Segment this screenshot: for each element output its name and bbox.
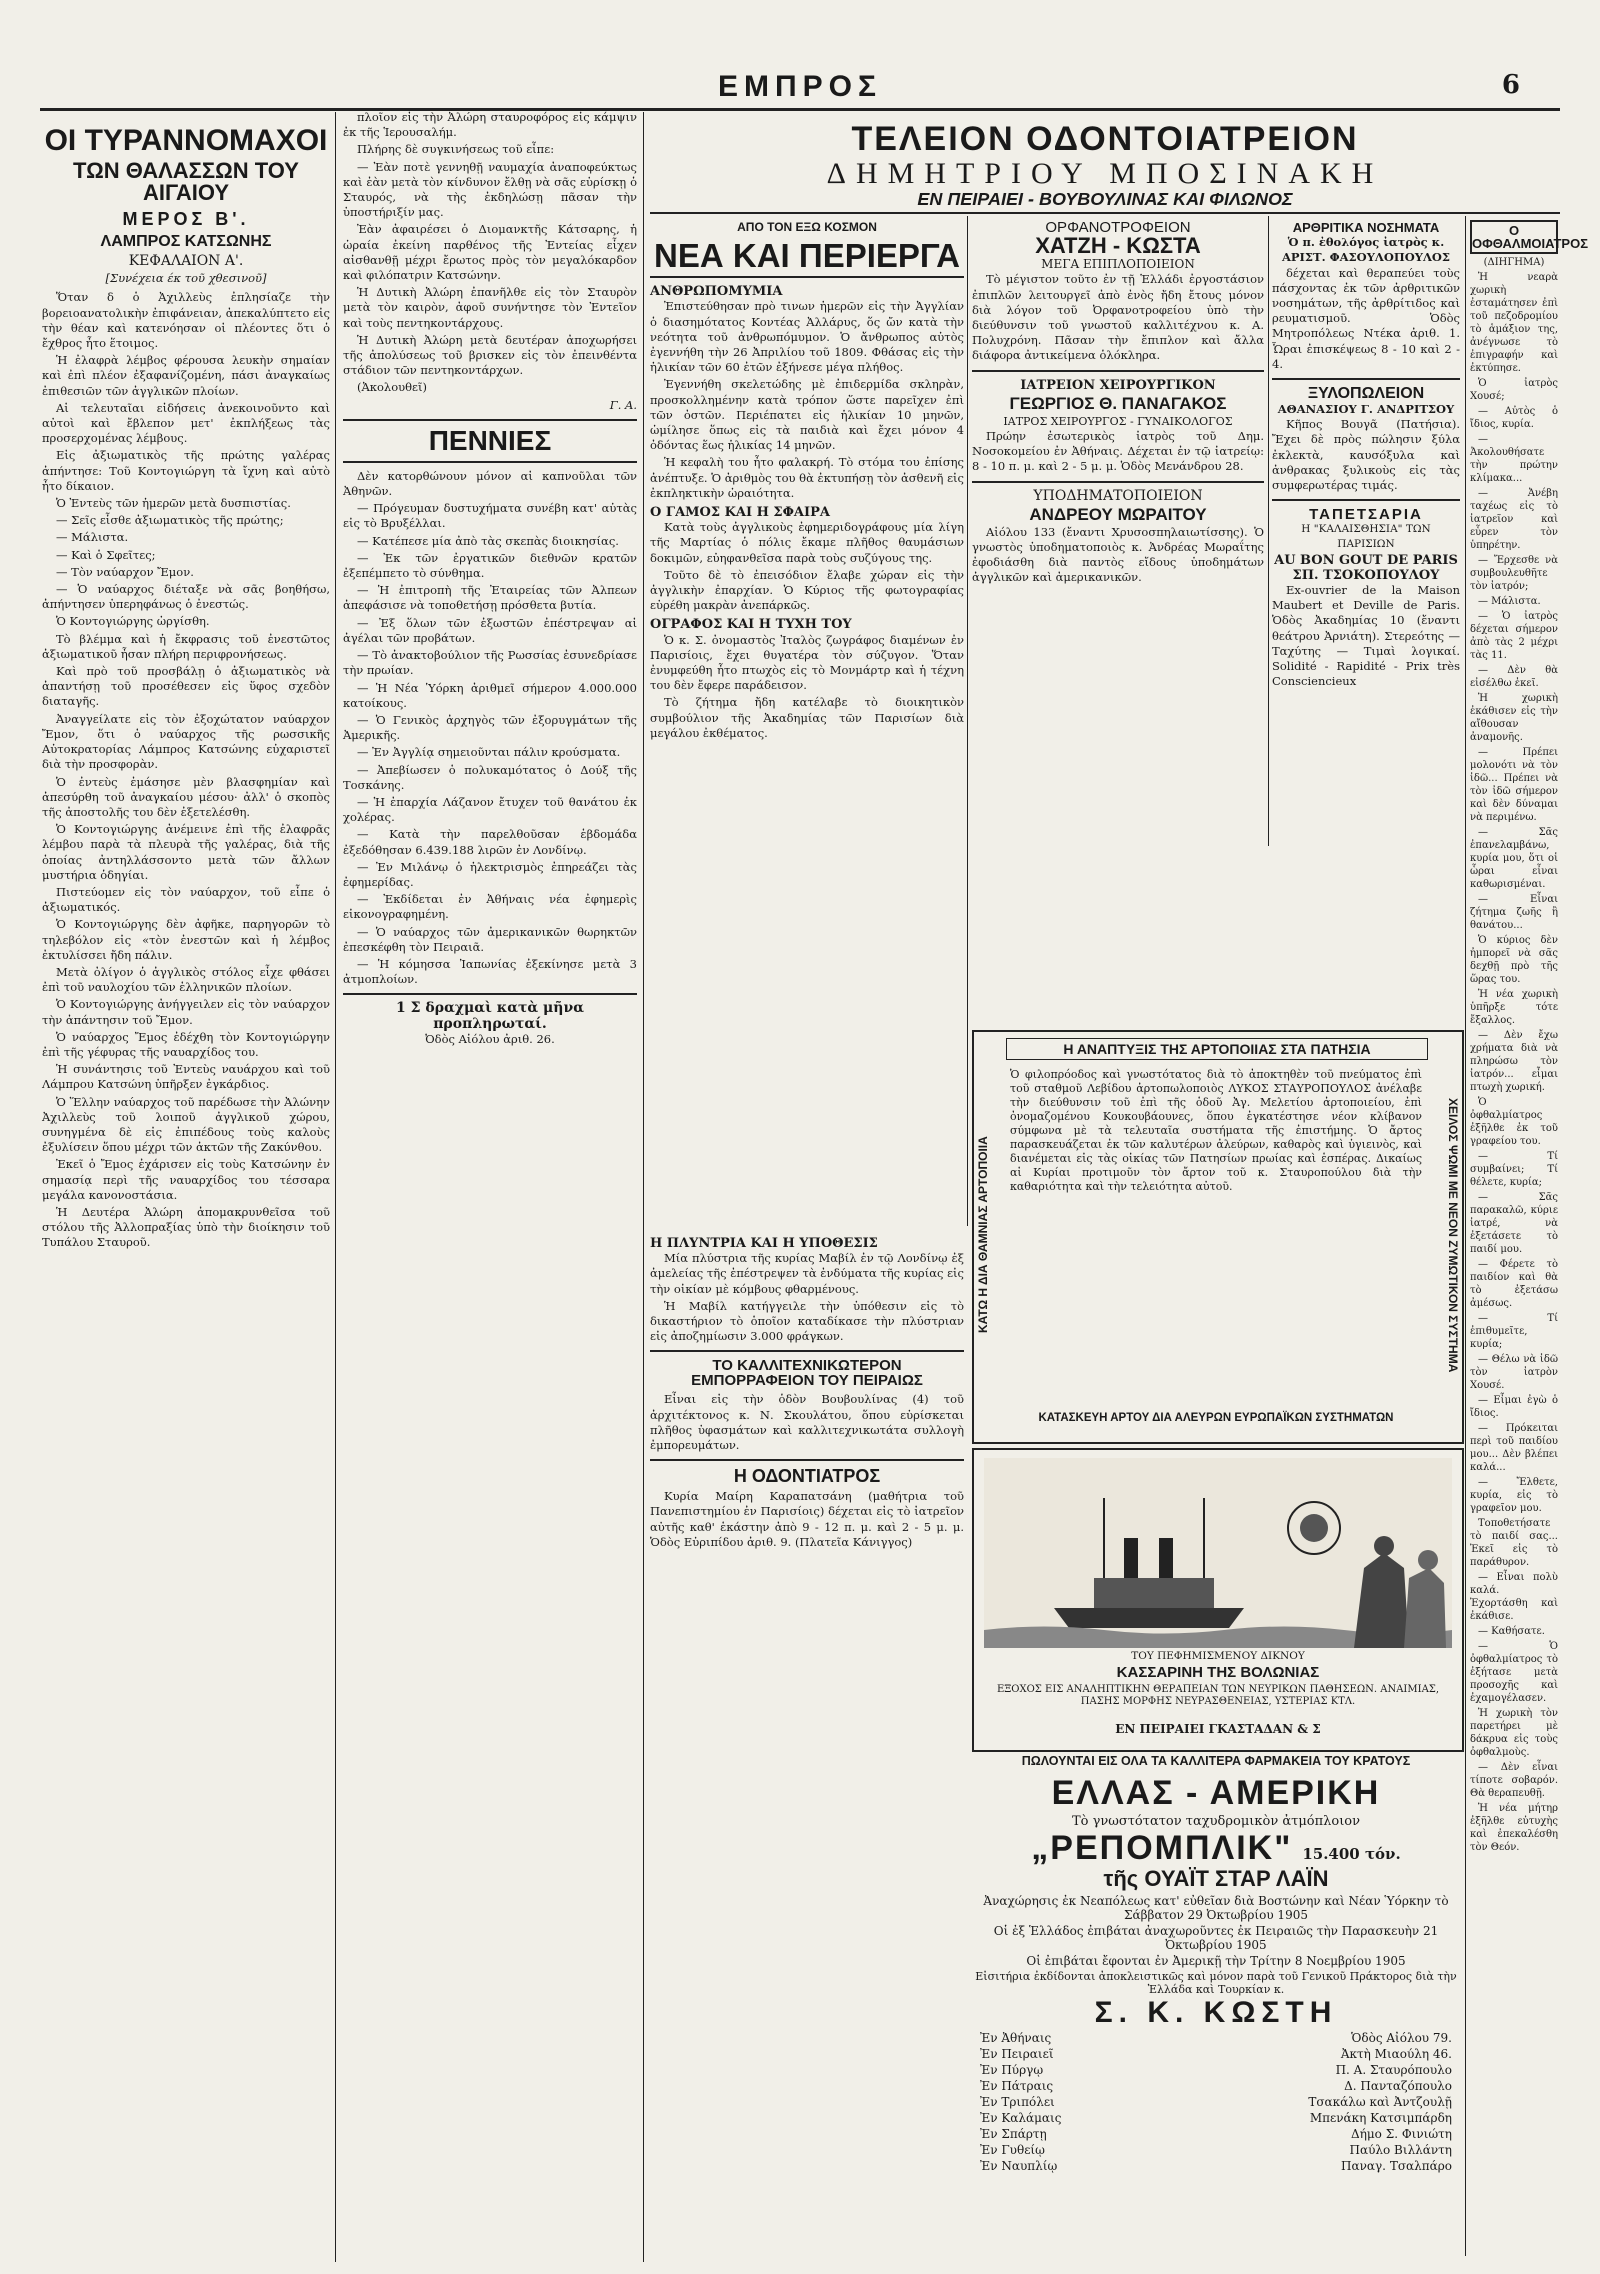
paragraph: — Καθήσατε. <box>1478 1626 1545 1637</box>
emblem-center-icon <box>1300 1514 1328 1542</box>
paragraph: — Κατέπεσε μία ἀπὸ τὰς σκεπὰς διοικησίας. <box>357 533 619 548</box>
bakery-side-left: ΚΑΤΩ Η ΔΙΑ ΘΑΜΝΙΑΣ ΑΡΤΟΠΟΙΙΑ <box>976 1136 990 1334</box>
article-signature: Γ. Α. <box>609 397 637 412</box>
shoemaker-name: ΑΝΔΡΕΟΥ ΜΩΡΑΙΤΟΥ <box>1029 504 1207 524</box>
paragraph: Ἡ νεαρὰ χωρικὴ ἐσταμάτησεν ἐπὶ τοῦ πεζοδρομίου τὸ ἁμάξιον της, ἀνέγνωσε τὸ ἐπιγραφήν καὶ ἐκτύπησε. <box>1470 272 1558 374</box>
paragraph: — Ἔλθετε, κυρία, εἰς τὸ γραφεῖον μου. <box>1470 1477 1558 1514</box>
section-title: ΟΓΡΑΦΟΣ ΚΑΙ Η ΤΥΧΗ ΤΟΥ <box>650 617 852 633</box>
agency-city: Ἐν Τριπόλει <box>980 2095 1055 2109</box>
orphanage-sub: ΜΕΓΑ ΕΠΙΠΛΟΠΟΙΕΙΟΝ <box>1041 257 1195 272</box>
paragraph: Πρώην ἐσωτερικὸς ἰατρὸς τοῦ Δημ. Νοσοκομείου ἐν Ἀθήναις. Δέχεται ἐν τῷ ἰατρείῳ: 8 - 10 π. μ. καὶ 2 - 5 μ. μ. Ὁδὸς Μενάνδρου 28. <box>972 429 1264 474</box>
dentist-title: ΤΕΛΕΙΟΝ ΟΔΟΝΤΟΙΑΤΡΕΙΟΝ <box>851 120 1359 158</box>
paragraph: — Πρόγευμαν δυστυχήματα συνέβη κατ' αὐτὰς εἰς τὸ Βρυξέλλαι. <box>343 501 637 531</box>
paragraph: Ὅταν δ ὁ Ἀχιλλεὺς ἐπλησίαζε τὴν βορειοανατολικὴν ἐπιφάνειαν, ἀπεκαλύπτετο εἰς τὴν θέαν καὶ κατενόησαν οἱ πλέοντες ὅτι ὁ ἔχθρος ἦτο ἕτοιμος. <box>42 290 330 351</box>
paragraph: — Ἐκδίδεται ἐν Ἀθήναις νέα ἐφημερὶς εἰκονογραφημένη. <box>343 892 637 922</box>
agency-city: Ἐν Ναυπλίῳ <box>980 2159 1058 2173</box>
paragraph: Ἡ Δυτικὴ Ἀλώρη μετὰ δευτέραν ἀποχωρήσει τῆς ἀπολύσεως τοῦ βρισκεν εἰς τὸν ἐπεινθέντα στάδιον τῶν πεντηκοντάρχων. <box>343 332 637 378</box>
paragraph: Ἡ Δυτικὴ Ἀλώρη ἐπανῆλθε εἰς τὸν Σταυρὸν μετὰ τὸν καιρὸν, ἀφοῦ συνήντησε τὸν Ἐντεῖον καὶ τοὺς πεντηκοντάρχους. <box>343 285 637 330</box>
column-news <box>650 220 964 1230</box>
paragraph: Μία πλύστρια τῆς κυρίας Μαβίλ ἐν τῷ Λονδίνῳ ἐξ ἀμελείας τῆς ἐπέστρεψεν τὰ ἐνδύματα τῆς κυρίας εἰς τὴν οἰκίαν μὲ κόμβους φθαρμένους. <box>650 1251 964 1296</box>
paragraph: — Σεῖς εἶσθε ἀξιωματικὸς τῆς πρώτης; <box>56 513 284 528</box>
paragraph: — Ὁ ναύαρχος διέταξε νὰ σᾶς βοηθήσω, ἀπήντησεν ὑπερηφάνως ὁ ἐνεστώς. <box>42 582 330 612</box>
paragraph: Ὁ κ. Σ. ὀνομαστὸς Ἰταλὸς ζωγράφος διαμένων ἐν Παρισίοις, ἔχει θυγατέρα τὸν σύζυγον. Ὅταν ἐνυμφεύθη ἦτο πτωχὸς εἰς τὸ Μονμάρτρ καὶ ἡ τέχνη του δὲν ἔφερε παράδεισον. <box>650 632 964 693</box>
paragraph: — Ἀπεβίωσεν ὁ πολυκαμότατος ὁ Δούξ τῆς Τοσκάνης. <box>343 762 637 792</box>
ship-deck-icon <box>1094 1578 1214 1608</box>
agency-city: Ἐν Πύργῳ <box>980 2063 1044 2077</box>
paragraph: Ἡ χωρικὴ ἐκάθισεν εἰς τὴν αἴθουσαν ἀναμονῆς. <box>1470 693 1558 743</box>
agency-agent: Μπενάκη Κατσιμπάρδη <box>1309 2111 1452 2125</box>
paragraph: — Καὶ ὁ Σφεῖτες; <box>56 547 156 562</box>
news-title: ΝΕΑ ΚΑΙ ΠΕΡΙΕΡΓΑ <box>650 239 964 278</box>
paragraph: δέχεται καὶ θεραπεύει τοὺς πάσχοντας ἐκ τῶν ἀρθριτικῶν νοσημάτων, τῆς ἀρθρίτιδος καὶ ρευματισμοῦ. Ὁδὸς Μητροπόλεως Ντέκα ἀριθ. 1. Ὧραι ἐπισκέψεως 8 - 10 καὶ 2 - 4. <box>1272 265 1460 371</box>
paragraph: — Τὸν ναύαρχον Ἔμον. <box>56 564 194 579</box>
bakery-text: Ὁ φιλοπρόοδος καὶ γνωστότατος διὰ τὸ ἀποκτηθὲν τοῦ πνεύματος ἐπὶ τοῦ σταθμοῦ Λεβίδου ἀρτοπωλοποιὸς ΛΥΚΟΣ ΣΤΑΥΡΟΠΟΥΛΟΣ ἀνέλαβε τὴν διεύθυνσιν τοῦ ἐπὶ τῆς ὁδοῦ Ἀγ. Μελετίου ἀρτοποιείου, ἐπὶ ὀνομαζομένου Κουκουβάουνες, ὅπου ἐγκατέστησε νέον κλίβανον σύμφωνα μὲ τὰ τελευταῖα συστήματα τῆς ἐπιστήμης. Ὁ ἄρτος παρασκευάζεται ἐκ τῶν καλυτέρων ἀλεύρων, καθαρὸς καὶ ὑγιεινὸς, καὶ διανέμεται εἰς τὰς οἰκίας τῶν Πατησίων πρωίας καὶ ἑσπέρας. Δικαίως αἱ Κυρίαι προτιμοῦν τὸν ἄρτον τοῦ κ. Σταυροπούλου διὰ τὴν καθαριότητα καὶ τὴν τελειότητα αὐτοῦ. <box>1010 1068 1422 1193</box>
ship-funnel-icon <box>1124 1538 1138 1578</box>
ship-from-greece: Οἱ ἐξ Ἑλλάδος ἐπιβάται ἀναχωροῦντες ἐκ Πειραιῶς τὴν Παρασκευὴν 21 Ὀκτωβρίου 1905 <box>993 1924 1439 1952</box>
upholstery-sub: Η "ΚΑΛΑΙΣΘΗΣΙΑ" ΤΩΝ ΠΑΡΙΣΙΩΝ <box>1301 523 1431 551</box>
ship-line: τῆς ΟΥΑΪΤ ΣΤΑΡ ΛΑΪΝ <box>1103 1866 1329 1891</box>
kassarini-ad <box>972 1448 1464 1752</box>
paragraph: — Ἡ Νέα Ὑόρκη ἀριθμεῖ σήμερον 4.000.000 κατοίκους. <box>343 680 637 710</box>
shipping-intro: Τὸ γνωστότατον ταχυδρομικὸν ἀτμόπλοιον <box>1071 1814 1361 1829</box>
column-divider <box>643 112 644 2262</box>
paragraph: Ὁ Κοντογιώργης ὡργίσθη. <box>56 614 210 629</box>
paragraph: — Ὁ ναύαρχος τῶν ἀμερικανικῶν θωρηκτῶν ἐπεσκέφθη τὸν Πειραιᾶ. <box>343 924 637 954</box>
woman-head-icon <box>1374 1536 1394 1556</box>
masthead-title: ΕΜΠΡΟΣ <box>717 70 882 103</box>
paragraph: — Ἀκολουθήσατε τὴν πρώτην κλίμακα... <box>1470 434 1558 484</box>
column-tyrannomachoi <box>42 110 330 2260</box>
paragraph: Ἀναγγείλατε εἰς τὸν ἐξοχώτατον ναύαρχον Ἔμον, ὅτι ὁ ναύαρχος τῆς ρωσσικῆς Αὐτοκρατορίας Λάμπρος Κατσώνης εὐχαριστεῖ διὰ τὴν προσφορὰν. <box>42 711 330 772</box>
paragraph: Κυρία Μαίρη Καραπατσάνη (μαθήτρια τοῦ Πανεπιστημίου ἐν Παρισίοις) δέχεται εἰς τὸ ἰατρεῖον αὐτῆς καθ' ἑκάστην ἀπὸ 9 - 12 π. μ. καὶ 2 - 5 μ. μ. Ὁδὸς Εὐριπίδου ἀριθ. 9. (Πλατεῖα Κάνιγγος) <box>650 1489 964 1549</box>
bakery-side-right: ΧΕΙΛΟΣ ΨΩΜΙ ΜΕ ΝΕΟΝ ΖΥΜΩΤΙΚΟΝ ΣΥΣΤΗΜΑ <box>1446 1097 1460 1373</box>
pennies-title: ΠΕΝΝΙΕΣ <box>428 424 552 456</box>
kassarini-caption: ΤΟΥ ΠΕΦΗΜΙΣΜΕΝΟΥ ΔΙΚΝΟΥ <box>1131 1650 1305 1662</box>
paragraph: — Τί ἐπιθυμεῖτε, κυρία; <box>1470 1313 1558 1350</box>
ship-illustration <box>984 1458 1452 1648</box>
paragraph: — Ἐξ ὅλων τῶν ἐξωστῶν ἐπέστρεψαν αἱ ἀγέλαι τῶν προβάτων. <box>343 615 637 645</box>
paragraph: Ἡ Δευτέρα Ἀλώρη ἀπομακρυνθεῖσα τοῦ στόλου τῆς Ἀλλοπραξίας ὑπὸ τὴν διοίκησιν τοῦ Τυπάλου Σταυροῦ. <box>42 1204 330 1250</box>
paragraph: — Τὸ ἀνακτοβούλιον τῆς Ρωσσίας ἐσυνεδρίασε τὴν πρωίαν. <box>343 648 637 678</box>
agency-row <box>980 2046 1452 2062</box>
agency-city: Ἐν Πάτραις <box>980 2079 1054 2093</box>
bakery-footer: ΚΑΤΑΣΚΕΥΗ ΑΡΤΟΥ ΔΙΑ ΑΛΕΥΡΩΝ ΕΥΡΩΠΑΪΚΩΝ ΣΥΣΤΗΜΑΤΩΝ <box>1038 1412 1394 1424</box>
paragraph: — Δὲν ἔχω χρήματα διὰ νὰ πληρώσω τὸν ἰατρόν... εἶμαι πτωχὴ χωρική. <box>1470 1030 1558 1093</box>
upholstery-name: AU BON GOUT DE PARIS <box>1274 552 1458 568</box>
column-story <box>1470 220 1588 2260</box>
paragraph: Ὁ Ἐντεὺς τῶν ἡμερῶν μετὰ δυσπιστίας. <box>56 496 291 511</box>
kassarini-brand: ΚΑΣΣΑΡΙΝΗ ΤΗΣ ΒΟΛΩΝΙΑΣ <box>1116 1664 1320 1681</box>
paragraph: Εἶναι εἰς τὴν ὁδὸν Βουβουλίνας (4) τοῦ ἀρχιτέκτονος κ. Ν. Σκουλάτου, ὅπου εὑρίσκεται πλῆθος ὑφασμάτων καὶ καλλιτεχνικωτάτα συλλογὴ ἐμπορευμάτων. <box>650 1392 964 1453</box>
article-subtitle: ΛΑΜΠΡΟΣ ΚΑΤΣΩΝΗΣ <box>100 233 272 250</box>
paragraph: — Πρόκειται περὶ τοῦ παιδίου μου... Δὲν βλέπει καλά... <box>1470 1423 1558 1473</box>
paragraph: — Θέλω νὰ ἰδῶ τὸν ἰατρὸν Χουσέ. <box>1470 1354 1558 1391</box>
column-divider <box>335 112 336 2262</box>
pharmacy-note: ΠΩΛΟΥΝΤΑΙ ΕΙΣ ΟΛΑ ΤΑ ΚΑΛΛΙΤΕΡΑ ΦΑΡΜΑΚΕΙΑ ΤΟΥ ΚΡΑΤΟΥΣ <box>1021 1754 1411 1768</box>
ship-tons: 15.400 τόν. <box>1302 1845 1401 1863</box>
paragraph: Αἱ τελευταῖαι εἰδήσεις ἀνεκοινοῦντο καὶ αὐτοὶ καὶ ἔβλεπον μετ' ἐκπλήξεως τὰς προσερχομένας λέμβους. <box>42 400 330 446</box>
paragraph: Τὸ μέγιστον τοῦτο ἐν τῇ Ἑλλάδι ἐργοστάσιον ἐπιπλῶν λειτουργεῖ ἀπὸ ἐνὸς ἤδη ἔτους μόνον διὰ λόγον τοῦ Ὀρφανοτροφείου ὑπὸ τὴν διεύθυνσιν τοῦ γνωστοῦ καλλιτέχνου κ. Α. Πολυχρόνη. Πᾶσαν τὴν ἔπιπλον καὶ ἄλλα διάφορα ἀντικείμενα ὁλόκληρα. <box>972 272 1264 363</box>
agency-agent: Π. Α. Σταυρόπουλο <box>1335 2063 1452 2077</box>
paragraph: — Ἀνέβη ταχέως εἰς τὸ ἰατρεῖον καὶ εὗρεν τὸν ὑπηρέτην. <box>1470 488 1558 551</box>
paragraph: Ἡ συνάντησις τοῦ Ἐντεὺς ναυάρχου καὶ τοῦ Λάμπρου Κατσώνη ὑπῆρξεν ἐγκάρδιος. <box>42 1062 330 1092</box>
agency-agent: Δ. Πανταζόπουλο <box>1344 2079 1452 2093</box>
dentist2-title: Η ΟΔΟΝΤΙΑΤΡΟΣ <box>733 1466 881 1487</box>
paragraph: Ἡ νέα μήτηρ ἐξῆλθε εὐτυχὴς καὶ ἐπεκαλέσθη τὸν Θεόν. <box>1470 1803 1558 1853</box>
paragraph: — Εἶμαι ἐγὼ ὁ ἴδιος. <box>1470 1395 1558 1419</box>
paragraph: Εἰς ἀξιωματικὸς τῆς πρώτης γαλέρας ἀπήντησε: Τοῦ Κοντογιώργη τὰ ἴχνη καὶ αὐτὸ ἦτο δίκαιον. <box>42 448 330 493</box>
paragraph: Ἡ χωρικὴ τὸν παρετήρει μὲ δάκρυα εἰς τοὺς ὀφθαλμοὺς. <box>1470 1708 1558 1758</box>
paragraph: — Εἶναι πολὺ καλά. Ἐχορτάσθη καὶ ἐκάθισε. <box>1470 1572 1558 1622</box>
paragraph: — Ὁ ἰατρὸς δέχεται σήμερον ἀπὸ τὰς 2 μέχρι τὰς 11. <box>1470 611 1558 661</box>
paragraph: — Ἐὰν ποτὲ γεννηθῇ ναυμαχία ἀναποφεύκτως καὶ ἐὰν μετὰ τὸν κίνδυνον ἔλθῃ νὰ σᾶς εὑρίσκῃ ὁ Σταυρός, νὰ τὴς ἐκδηλώσῃ πᾶσαν τὴν ὑποστήριξίν μας. <box>343 159 637 220</box>
paragraph: Κῆπος Βουγᾶ (Πατήσια). Ἔχει δὲ πρὸς πώλησιν ξύλα ἐκλεκτὰ, καυσόξυλα καὶ ἀνθρακας ξυλικοὺς εἰς τὰς συμφερωτέρας τιμάς. <box>1272 417 1460 493</box>
upholstery-owner: ΣΠ. ΤΣΟΚΟΠΟΥΛΟΥ <box>1292 567 1440 583</box>
paragraph: — Σᾶς παρακαλῶ, κύριε ἰατρέ, νὰ ἐξετάσετε τὸ παιδί μου. <box>1470 1192 1558 1255</box>
agency-agent: Ὁδὸς Αἰόλου 79. <box>1351 2031 1452 2045</box>
agency-agent: Παύλο Βιλλάντη <box>1349 2143 1452 2157</box>
ship-route: Ἀναχώρησις ἐκ Νεαπόλεως κατ' εὐθεῖαν διὰ Βοστώνην καὶ Νέαν Ὑόρκην τὸ Σάββατον 29 Ὀκτωβρίου 1905 <box>983 1894 1449 1922</box>
paragraph: Τοῦτο δὲ τὸ ἐπεισόδιον ἔλαβε χώραν εἰς τὴν ἀγγλικὴν ἐπαρχίαν. Ὁ Κύριος τῆς φωτογραφίας εὑρέθη μακρὰν ἀνεπάρκῶς. <box>650 567 964 613</box>
article-continued: [Συνέχεια έκ τοῦ χθεσινοῦ] <box>105 271 267 286</box>
article-headline: ΟΙ ΤΥΡΑΝΝΟΜΑΧΟΙ <box>44 124 328 157</box>
agency-agent: Παναγ. Τσαλπάρο <box>1341 2159 1452 2173</box>
paragraph: Ex-ouvrier de la Maison Maubert et Deville de Paris. Ὁδὸς Ἀκαδημίας 10 (ἔναντι θεάτρου Ἀρνιάτη). Στερεότης — Ταχύτης — Τιμαὶ λογικαί. Solidité - Rapidité - Prix très Consciencieux <box>1272 583 1460 689</box>
paragraph: — Τί συμβαίνει; Τί θέλετε, κυρία; <box>1470 1151 1558 1188</box>
man-figure-icon <box>1404 1568 1446 1648</box>
paragraph: Ὁ ναύαρχος Ἔμος ἐδέχθη τὸν Κοντογιώργην ἐπὶ τῆς γέφυρας τῆς ναυαρχίδος του. <box>42 1029 330 1059</box>
paragraph: — Ἐν Ἀγγλίᾳ σημειοῦνται πάλιν κρούσματα. <box>357 745 621 760</box>
paragraph: — Ἡ ἐπιτροπὴ τῆς Ἐταιρείας τῶν Ἀλπεων ἀπεφάσισε νὰ τοποθετήσῃ πρόσθετα βυτία. <box>343 583 637 613</box>
paragraph: Ὁ ἰατρὸς Χουσέ; <box>1470 378 1558 402</box>
paragraph: Ἡ νέα χωρικὴ ὑπῆρξε τότε ἔξαλλος. <box>1470 989 1558 1026</box>
column-ads-right <box>1272 220 1460 850</box>
agency-agent: Δήμο Σ. Φινιώτη <box>1351 2127 1452 2141</box>
ship-arrive: Οἱ ἐπιβάται ἔφονται ἐν Ἀμερικῇ τὴν Τρίτην 8 Νοεμβρίου 1905 <box>1026 1954 1406 1968</box>
paragraph: Τὸ βλέμμα καὶ ἡ ἔκφρασις τοῦ ἐνεστῶτος ἀξιωματικοῦ ἦσαν πλήρη περιφρονήσεως. <box>42 631 330 661</box>
paragraph: Κατὰ τοὺς ἀγγλικοὺς ἐφημεριδογράφους μία λίγη τῆς Μαρτίας ὁ πόλις ἔκαμε πλῆθος θαυμάσιων δοκιμῶν, εὐηφανθεῖσα παρὰ τοὺς συζύγους της. <box>650 520 964 565</box>
arthritis-doctor: Ὁ π. ἐθολόγος ἰατρὸς κ. ΑΡΙΣΤ. ΦΑΣΟΥΛΟΠΟΥΛΟΣ <box>1281 235 1451 265</box>
paragraph: Ὁ Κοντογιώργης δὲν ἀφῆκε, παρηγορῶν τὸ τηλεβόλον εἰς «τὸν ἐνεστῶν καὶ ἡ λέμβος ἐκτυλίσσει ἤδη πάλιν. <box>42 917 330 962</box>
bakery-ad <box>972 1030 1464 1444</box>
paragraph: Πιστεύομεν εἰς τὸν ναύαρχον, τοῦ εἶπε ὁ ἀξιωματικός. <box>42 884 330 915</box>
paragraph: Ὁ Κοντογιώργης ἀνέμεινε ἐπὶ τῆς ἐλαφρᾶς λέμβου παρὰ τὰ πλευρὰ τῆς γαλέρας, διὰ τῆς ὁποίας ἀντηλλάσσοντο μετὰ τῶν ἄλλων μυστήρια ὁδηγίαι. <box>42 822 330 882</box>
paragraph: (Ἀκολουθεῖ) <box>357 380 427 395</box>
paragraph: — Μάλιστα. <box>1478 596 1541 607</box>
orphanage-title: ΟΡΦΑΝΟΤΡΟΦΕΙΟΝ <box>1045 219 1191 236</box>
dentist-name: ΔΗΜΗΤΡΙΟΥ ΜΠΟΣΙΝΑΚΗ <box>826 157 1384 190</box>
section-title: Ο ΓΑΜΟΣ ΚΑΙ Η ΣΦΑΙΡΑ <box>650 505 830 521</box>
subscription-note: 1 Σ δραχμαὶ κατὰ μῆνα προπληρωταί. <box>396 1000 584 1032</box>
agency-city: Ἐν Σπάρτῃ <box>980 2127 1047 2141</box>
paragraph: Πλήρης δὲ συγκινήσεως τοῦ εἶπε: <box>357 142 555 157</box>
agency-city: Ἐν Γυθείῳ <box>980 2143 1045 2157</box>
agency-row <box>980 2030 1452 2046</box>
paragraph: — Φέρετε τὸ παιδίον καὶ θὰ τὸ ἐξετάσω ἀμέσως. <box>1470 1259 1558 1309</box>
agency-row <box>980 2126 1452 2142</box>
bakery-title: Η ΑΝΑΠΤΥΞΙΣ ΤΗΣ ΑΡΤΟΠΟΙΙΑΣ ΣΤΑ ΠΑΤΗΣΙΑ <box>1006 1038 1428 1060</box>
agency-row <box>980 2110 1452 2126</box>
kassarini-agent: ΕΝ ΠΕΙΡΑΙΕΙ ΓΚΑΣΤΑΔΑΝ & Σ <box>1115 1722 1321 1736</box>
agency-row <box>980 2142 1452 2158</box>
agency-row <box>980 2094 1452 2110</box>
agency-city: Ἐν Ἀθήναις <box>980 2031 1052 2045</box>
paragraph: Ἡ Μαβίλ κατήγγειλε τὴν ὑπόθεσιν εἰς τὸ δικαστήριον τὸ ὁποῖον καταδίκασε τὴν πλύστριαν εἰς ἀποζημίωσιν 3.000 φράγκων. <box>650 1298 964 1344</box>
section-title: ΑΝΘΡΩΠΟΜΥΜΙΑ <box>650 284 783 300</box>
orphanage-name: ΧΑΤΖΗ - ΚΩΣΤΑ <box>1035 233 1201 259</box>
shipping-title: ΕΛΛΑΣ - ΑΜΕΡΙΚΗ <box>1051 1774 1381 1812</box>
paragraph: — Ὁ ὀφθαλμίατρος τὸ ἐξήτασε μετὰ προσοχῆς καὶ ἐχαμογέλασεν. <box>1470 1641 1558 1704</box>
ship-hull-icon <box>1054 1608 1244 1628</box>
paragraph: Ἐγεννήθη σκελετώδης μὲ ἐπιδερμίδα σκληρὰν, προσκολλημένην κατὰ τρόπον ὥστε παρεῖχεν ἐπὶ τῶν ὀστῶν. Περιέπατει εἰς ἡλικίαν 10 μηνῶν, ὡμίλησε ὅπως εἰς τὰ παιδιὰ καὶ ἔχει μόνον 4 ὀδόντας ἕως ἡλικίας 14 μηνῶν. <box>650 377 964 453</box>
paragraph: — Ἐν Μιλάνῳ ὁ ἡλεκτρισμὸς ἐπηρεάζει τὰς ἐφημερίδας. <box>343 859 637 889</box>
article-subhead: ΤΩΝ ΘΑΛΑΣΣΩΝ ΤΟΥ ΑΙΓΑΙΟΥ <box>73 158 299 205</box>
agency-agent: Ἀκτὴ Μιαούλη 46. <box>1340 2047 1452 2061</box>
story-sub: (ΔΙΗΓΗΜΑ) <box>1483 257 1545 268</box>
paragraph: — Κατὰ τὴν παρελθοῦσαν ἑβδομάδα ἐξεδόθησαν 6.439.188 λιρῶν ἐν Λονδίνῳ. <box>343 827 637 857</box>
paragraph: Τοποθετήσατε τὸ παιδί σας... Ἐκεῖ εἰς τὸ παράθυρον. <box>1470 1518 1558 1568</box>
arthritis-title: ΑΡΘΡΙΤΙΚΑ ΝΟΣΗΜΑΤΑ <box>1292 220 1440 235</box>
paragraph: — Δὲν θὰ εἰσέλθω ἐκεῖ. <box>1470 665 1558 689</box>
agency-city: Ἐν Πειραιεῖ <box>980 2047 1054 2061</box>
article-chapter: ΚΕΦΑΛΑΙΟΝ Α'. <box>128 253 244 269</box>
article-body <box>42 290 330 1250</box>
news-kicker: ΑΠΟ ΤΟΝ ΕΞΩ ΚΟΣΜΟΝ <box>737 220 877 234</box>
man-head-icon <box>1418 1550 1438 1570</box>
shoemaker-title: ΥΠΟΔΗΜΑΤΟΠΟΙΕΙΟΝ <box>1033 487 1203 504</box>
woodshop-title: ΞΥΛΟΠΩΛΕΙΟΝ <box>1307 385 1425 403</box>
dentist-address: ΕΝ ΠΕΙΡΑΙΕΙ - ΒΟΥΒΟΥΛΙΝΑΣ ΚΑΙ ΦΙΛΩΝΟΣ <box>917 189 1293 209</box>
paragraph: Δὲν κατορθώνουν μόνον αἱ καπνοῦλαι τῶν Ἀθηνῶν. <box>343 468 637 499</box>
paragraph: Ὁ ἐντεὺς ἐμάσησε μὲν βλασφημίαν καὶ ἀπεσύρθη τοῦ ἀναγκαίου μέσου· ἀλλ' ὁ σκοπὸς τῆς ἀποστολῆς του δὲν ἐξετελέσθη. <box>42 774 330 819</box>
surgeon-sub: ΙΑΤΡΟΣ ΧΕΙΡΟΥΡΓΟΣ - ΓΥΝΑΙΚΟΛΟΓΟΣ <box>1003 414 1233 428</box>
ship-funnel-icon <box>1159 1538 1173 1578</box>
agency-list <box>972 2030 1460 2174</box>
agency-row <box>980 2062 1452 2078</box>
shipping-ad <box>972 1776 1460 2262</box>
surgeon-name: ΓΕΩΡΓΙΟΣ Θ. ΠΑΝΑΓΑΚΟΣ <box>1009 393 1227 413</box>
agency-row <box>980 2158 1452 2174</box>
paragraph: Αἰόλου 133 (ἔναντι Χρυσοσπηλαιωτίσσης). Ὁ γνωστὸς ὑποδηματοποιὸς κ. Ἀνδρέας Μωραΐτης ἐφοδιάσθη διὰ παντὸς εἴδους ὑποδημάτων ἀγγλικῶν καὶ ἀμερικανικῶν. <box>972 524 1264 585</box>
subscription-address: Ὀδὸς Αἰόλου ἀριθ. 26. <box>425 1031 555 1046</box>
paragraph: πλοῖον εἰς τὴν Ἀλώρη σταυροφόρος εἰς κάμψιν ἐκ τῆς Ἱερουσαλήμ. <box>343 110 637 140</box>
paragraph: Ἐπιστεύθησαν πρὸ τινων ἡμερῶν εἰς τὴν Ἀγγλίαν ὁ διασημότατος Κοντέας Ἀλλάρυς, ὅς ὤν κατὰ τὴν νεότητα τοῦ ἀνθρωπόμυμον. Ὁ ἄνθρωπος αὐτὸς ἐγεννήθη τὴν 26 Ἀπριλίου τοῦ 1809. Φθάσας εἰς τὴν ἡλικίαν τῶν 60 ἐτῶν ἐξήνεσε μέγα πλήθος. <box>650 299 964 375</box>
ship-tickets: Εἰσιτήρια ἐκδίδονται ἀποκλειστικῶς καὶ μόνον παρὰ τοῦ Γενικοῦ Πράκτορος διὰ τὴν Ἑλλάδα καὶ Τουρκίαν κ. <box>975 1970 1457 1996</box>
page-number: 6 <box>1501 70 1520 100</box>
paragraph: — Ἔρχεσθε νὰ συμβουλευθῆτε τὸν ἰατρόν; <box>1470 555 1558 592</box>
ship-agent: Σ. Κ. ΚΩΣΤΗ <box>1094 1996 1338 2029</box>
store-ad-title: ΤΟ ΚΑΛΛΙΤΕΧΝΙΚΩΤΕΡΟΝ ΕΜΠΟΡΡΑΦΕΙΟΝ ΤΟΥ ΠΕΙΡΑΙΩΣ <box>691 1357 923 1390</box>
woodshop-name: ΑΘΑΝΑΣΙΟΥ Γ. ΑΝΔΡΙΤΣΟΥ <box>1277 402 1455 417</box>
paragraph: — Ἡ ἐπαρχία Λάζανον ἔτυχεν τοῦ θανάτου ἐκ χολέρας. <box>343 794 637 825</box>
paragraph: — Αὐτὸς ὁ ἴδιος, κυρία. <box>1470 406 1558 430</box>
agency-row <box>980 2078 1452 2094</box>
section-title: Η ΠΛΥΝΤΡΙΑ ΚΑΙ Η ΥΠΟΘΕΣΙΣ <box>650 1236 878 1251</box>
paragraph: Καὶ πρὸ τοῦ προσβάλῃ ὁ ἀξιωματικὸς νὰ ἀπαντήσῃ τοῦ προσέθεσεν εἰς ὕφος σχεδὸν διαταγῆς. <box>42 664 330 709</box>
paragraph: Ὁ Ἕλλην ναύαρχος τοῦ παρέδωσε τὴν Ἀλώνην Ἀχιλλεὺς τοῦ λοιποῦ ἀγγλικοῦ χώρου, συνηγμένα δὲ εἰς ἐπιπέδους τοὺς καλοὺς ἐξυλίσειν ὅπου μέχρι τῶν ἀκτῶν τῆς Ζακύνθου. <box>42 1094 330 1155</box>
dentist-banner <box>650 120 1560 208</box>
column-continuation <box>343 110 637 2260</box>
paragraph: Ἐὰν ἀφαιρέσει ὁ Διομανκτῆς Κάτσαρης, ἡ ὡραία ἐκείνη παρθένος τῆς Ἐντείας εἶχεν αἰσθανθῇ μέχρι ἔρωτος πρὸς τὸν μεγαλόκαρδον καὶ φιλόπατριν Κατσώνην. <box>343 222 637 283</box>
story-title: Ο ΟΦΘΑΛΜΟΙΑΤΡΟΣ <box>1470 220 1558 254</box>
article-part: ΜΕΡΟΣ Β'. <box>122 209 250 229</box>
paragraph: Τὸ ζήτημα ἤδη κατέλαβε τὸ διοικητικὸν συμβούλιον τῆς Ἀκαδημίας τῶν Παρισίων διὰ μεγάλου ἐκθέματος. <box>650 695 964 740</box>
column-ads-middle <box>972 220 1264 1020</box>
paragraph: Μετὰ ὀλίγον ὁ ἀγγλικὸς στόλος εἶχε φθάσει ἐπὶ τοῦ ναυλοχίου τῶν ἑλληνικῶν πλοίων. <box>42 964 330 995</box>
banner-rule <box>650 212 1560 214</box>
surgeon-title: ΙΑΤΡΕΙΟΝ ΧΕΙΡΟΥΡΓΙΚΟΝ <box>1020 377 1216 393</box>
paragraph: — Πρέπει μολονότι νὰ τὸν ἰδῶ... Πρέπει νὰ τὸν ἰδῶ σήμερον καὶ δὲν δύναμαι νὰ περιμένω. <box>1470 747 1558 823</box>
paragraph: Ἡ κεφαλὴ του ἦτο φαλακρή. Τὸ στόμα του ἐπίσης ἀνέπτυξε. Ὁ ἀριθμὸς του θὰ ἐκτυπήσῃ τὸν ἀσθενῆ εἰς ἐκπληκτικὴν ὡραιότητα. <box>650 455 964 500</box>
paragraph: — Ἐκ τῶν ἐργατικῶν διεθνῶν κρατῶν ἐξεπέμπετο τὸ σύνθημα. <box>343 550 637 581</box>
column-divider <box>1465 216 1466 2256</box>
paragraph: Ὁ κύριος δὲν ἠμπορεῖ νὰ σᾶς δεχθῇ πρὸ τῆς ὥρας του. <box>1470 935 1558 985</box>
upholstery-title: ΤΑΠΕΤΣΑΡΙΑ <box>1309 506 1423 524</box>
column-divider <box>1268 216 1269 846</box>
paragraph: — Εἶναι ζήτημα ζωῆς ἢ θανάτου... <box>1470 894 1558 931</box>
ship-name: „ΡΕΠΟΜΠΛΙΚ" <box>1031 1829 1293 1867</box>
paragraph: Ὁ Κοντογιώργης ἀνήγγειλεν εἰς τὸν ναύαρχον τὴν ἀπάντησιν τοῦ Ἔμον. <box>42 997 330 1027</box>
column-news-lower <box>650 1236 964 2256</box>
paragraph: Ἡ ἐλαφρὰ λέμβος φέρουσα λευκὴν σημαίαν καὶ ἐπὶ πλέον ἐξαφανίζομένη, πάσι ἀναγκαίως ἐπιθεσιῶν τῶν ἀγγλικῶν πλοίων. <box>42 353 330 398</box>
paragraph: Ὁ ὀφθαλμίατρος ἐξῆλθε ἐκ τοῦ γραφείου του. <box>1470 1097 1558 1147</box>
agency-agent: Τσακάλω καὶ Ἀντζουλῇ <box>1308 2095 1452 2109</box>
kassarini-desc: ΕΞΟΧΟΣ ΕΙΣ ΑΝΑΛΗΠΤΙΚΗΝ ΘΕΡΑΠΕΙΑΝ ΤΩΝ ΝΕΥΡΙΚΩΝ ΠΑΘΗΣΕΩΝ. ΑΝΑΙΜΙΑΣ, ΠΑΣΗΣ ΜΟΡΦΗΣ ΝΕΥΡΑΣΘΕΝΕΙΑΣ, ΥΣΤΕΡΙΑΣ ΚΤΛ. <box>996 1684 1440 1707</box>
paragraph: — Ἡ κόμησσα Ἰαπωνίας ἐξεκίνησε μετὰ 3 ἀτμοπλοίων. <box>343 956 637 987</box>
paragraph: — Μάλιστα. <box>56 530 129 545</box>
agency-city: Ἐν Καλάμαις <box>980 2111 1062 2125</box>
paragraph: Ἐκεῖ ὁ Ἔμος ἐχάρισεν εἰς τοὺς Κατσώνην ἐν σημασίᾳ περὶ τῆς ναυαρχίδος του τέσσαρα μεγάλα κανονοστάσια. <box>42 1157 330 1202</box>
paragraph: — Ὁ Γενικὸς ἀρχηγὸς τῶν ἐξορυγμάτων τῆς Ἀμερικῆς. <box>343 712 637 743</box>
paragraph: — Δὲν εἶναι τίποτε σοβαρόν. Θὰ θεραπευθῇ. <box>1470 1762 1558 1799</box>
paragraph: — Σᾶς ἐπανελαμβάνω, κυρία μου, ὅτι οἱ ὧραι εἶναι καθωρισμέναι. <box>1470 827 1558 890</box>
column-divider <box>967 216 968 1226</box>
